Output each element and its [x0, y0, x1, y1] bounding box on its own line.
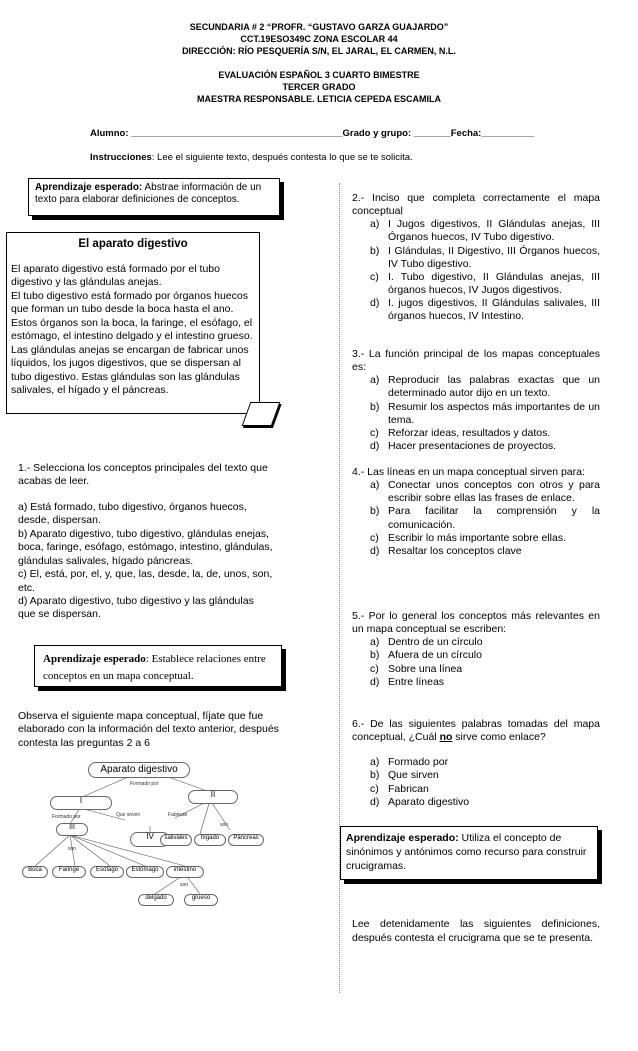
option-text: Afuera de un círculo: [388, 649, 482, 662]
reading-box: [6, 232, 260, 414]
option-text: Reproducir las palabras exactas que un determinado autor dijo en un texto.: [388, 374, 600, 400]
map-node-III: III: [56, 823, 88, 836]
concept-map: [20, 760, 276, 910]
question-3-option-a[interactable]: [370, 374, 600, 400]
map-node-II: II: [188, 790, 238, 804]
option-text: Resumir los aspectos más importantes de un tema.: [388, 400, 600, 426]
question-1-option-c[interactable]: c) El, está, por, el, y, que, las, desde, la, de, unos, son, etc.: [18, 568, 273, 594]
option-text: Fabrican: [388, 782, 429, 795]
school-address: DIRECCIÓN: RÍO PESQUERÍA S/N, EL JARAL, EL CARMEN, N.L.: [182, 46, 456, 56]
option-letter: d): [370, 297, 380, 309]
map-intro: Observa el siguiente mapa conceptual, fíjate que fue elaborado con la información del texto anterior, después contesta las preguntas 2 a 6: [18, 710, 279, 749]
expected-learning-box-1: [28, 178, 280, 216]
option-text: I. jugos digestivos, II Glándulas salivales, III órganos huecos, IV Intestino.: [388, 297, 600, 323]
option-letter: b): [370, 505, 380, 518]
option-text: Conectar unos conceptos con otros y para escribir sobre ellas las frases de enlace.: [388, 479, 600, 505]
question-3-stem: 3.- La función principal de los mapas conceptuales es:: [352, 348, 600, 374]
expected-label: Aprendizaje esperado:: [35, 182, 143, 193]
question-2-option-c[interactable]: [370, 271, 600, 297]
instructions: [90, 152, 413, 164]
question-4-option-a[interactable]: [370, 479, 600, 505]
stem-emphasis: no: [439, 731, 453, 744]
question-5-option-c[interactable]: [370, 663, 600, 676]
reading-text: El aparato digestivo está formado por el tubo digestivo y las glándulas anejas. El tubo digestivo está formado por órganos huecos que forman un tubo desde la boca hasta el ano. Estos órganos son la boca, la faringe, el esófago, el estómago, el intestino delgado y el intestino grueso. Las glándulas anejas se encargan de fabricar unos líquidos, los jugos digestivos, que se dispersan al tubo digestivo. Estas glándulas son las glándulas salivales, el hígado y el páncreas.: [11, 263, 253, 396]
option-text: Entre líneas: [388, 675, 445, 688]
question-5-stem: 5.- Por lo general los conceptos más relevantes en un mapa conceptual se escriben:: [352, 610, 600, 636]
question-2-stem: 2.- Inciso que completa correctamente el mapa conceptual: [352, 192, 600, 218]
stem-part: 6.- De las siguientes palabras tomadas del mapa conceptual, ¿Cuál: [352, 718, 600, 744]
question-2: [352, 192, 600, 323]
option-letter: a): [370, 756, 380, 769]
option-letter: c): [370, 270, 379, 283]
map-link-label: son: [220, 822, 229, 828]
map-node-estomago: Estómago: [126, 866, 164, 878]
option-letter: b): [370, 769, 380, 782]
question-4-stem: 4.- Las líneas en un mapa conceptual sirven para:: [352, 466, 585, 478]
map-node-faringe: Faringe: [52, 866, 86, 878]
question-5: [352, 610, 600, 689]
option-text: Que sirven: [388, 769, 439, 782]
option-letter: c): [370, 662, 379, 675]
map-node-I: I: [50, 796, 112, 810]
instructions-label: Instrucciones: [90, 152, 152, 163]
question-6-option-b[interactable]: [370, 769, 600, 782]
final-instructions: Lee detenidamente las siguientes definiciones, después contesta el crucigrama que se te presenta.: [352, 918, 600, 944]
school-code: CCT.19ESO349C ZONA ESCOLAR 44: [240, 34, 398, 44]
option-text: I Jugos digestivos, II Glándulas anejas, III Órganos huecos, IV Tubo digestivo.: [388, 218, 600, 244]
option-letter: c): [370, 782, 379, 795]
student-info-line: Alumno: ________________________________________Grado y grupo: _______Fecha:__________: [90, 128, 535, 139]
option-text: I. Tubo digestivo, II Glándulas anejas, III órganos huecos, IV Jugos digestivos.: [388, 270, 600, 296]
expected-text: Abstrae información de un texto para elaborar definiciones de conceptos.: [35, 182, 262, 206]
question-1-stem: 1.- Selecciona los conceptos principales del texto que acabas de leer.: [18, 462, 268, 488]
reading-title: El aparato digestivo: [78, 238, 188, 250]
instructions-text: : Lee el siguiente texto, después contesta lo que se te solicita.: [151, 152, 413, 163]
option-letter: a): [370, 636, 380, 649]
stem-part: sirve como enlace?: [452, 731, 546, 744]
option-text: Formado por: [388, 756, 449, 769]
question-6-options: [352, 756, 600, 809]
question-6-option-c[interactable]: [370, 783, 600, 796]
question-6: [352, 718, 600, 809]
option-text: Aparato digestivo: [388, 795, 470, 808]
question-2-options: [352, 218, 600, 323]
question-4: [352, 466, 600, 558]
map-node-esofago: Esófago: [90, 866, 124, 878]
question-1-option-b[interactable]: b) Aparato digestivo, tubo digestivo, glándulas enejas, boca, faringe, esófago, estómago, intestino, glándulas, glándulas salivales, hígado páncreas.: [18, 527, 273, 567]
option-letter: b): [370, 244, 380, 257]
question-5-option-b[interactable]: [370, 649, 600, 662]
question-5-option-d[interactable]: [370, 676, 600, 689]
option-letter: a): [370, 218, 380, 231]
option-text: Sobre una línea: [388, 662, 463, 675]
map-link-label: Fabrican: [168, 812, 188, 818]
question-6-option-d[interactable]: [370, 796, 600, 809]
map-node-delgado: delgado: [138, 894, 174, 906]
question-5-option-a[interactable]: [370, 636, 600, 649]
question-4-option-c[interactable]: [370, 532, 600, 545]
option-letter: a): [370, 479, 380, 492]
expected-text: Utiliza el concepto de sinónimos y antónimos como recurso para construir crucigramas.: [346, 832, 587, 873]
question-1-option-a[interactable]: a) Está formado, tubo digestivo, órganos huecos, desde, dispersan.: [18, 500, 247, 527]
map-node-grueso: grueso: [184, 894, 218, 906]
question-6-stem: [352, 718, 600, 744]
map-link-label: son: [68, 846, 77, 852]
option-text: Hacer presentaciones de proyectos.: [388, 439, 557, 452]
map-root-node: Aparato digestivo: [88, 762, 190, 778]
question-3-option-b[interactable]: [370, 401, 600, 427]
teacher-line: MAESTRA RESPONSABLE. LETICIA CEPEDA ESCAMILA: [196, 94, 441, 104]
option-letter: c): [370, 531, 379, 544]
option-letter: c): [370, 426, 379, 439]
question-1: [18, 462, 274, 622]
map-node-pancreas: Páncreas: [228, 834, 264, 846]
map-link-label: Que sirven: [116, 812, 141, 818]
option-letter: b): [370, 400, 380, 413]
option-text: Reforzar ideas, resultados y datos.: [388, 426, 551, 439]
question-3: [352, 348, 600, 453]
map-node-boca: Boca: [22, 866, 48, 878]
option-text: Dentro de un círculo: [388, 636, 483, 649]
question-2-option-d[interactable]: [370, 297, 600, 323]
question-3-option-c[interactable]: [370, 427, 600, 440]
grade-title: TERCER GRADO: [282, 82, 356, 92]
question-3-options: [352, 374, 600, 453]
question-3-option-d[interactable]: [370, 440, 600, 453]
map-node-higado: hígado: [194, 834, 226, 846]
question-4-option-d[interactable]: [370, 545, 600, 558]
question-4-options: [352, 479, 600, 558]
map-node-IV: IV: [130, 832, 170, 847]
question-2-option-a[interactable]: [370, 218, 600, 244]
option-text: Para facilitar la comprensión y la comunicación.: [388, 505, 600, 531]
option-letter: d): [370, 795, 380, 808]
question-6-option-a[interactable]: [370, 756, 600, 769]
expected-label: Aprendizaje esperado: [43, 653, 146, 665]
map-node-salivales: salivales: [160, 834, 192, 846]
option-letter: d): [370, 675, 380, 688]
question-2-option-b[interactable]: [370, 245, 600, 271]
option-letter: d): [370, 439, 380, 452]
school-name: SECUNDARIA # 2 “PROFR. “GUSTAVO GARZA GUAJARDO”: [189, 22, 449, 32]
map-link-label: Formado por: [130, 781, 159, 787]
expected-text: : Establece relaciones entre conceptos en un mapa conceptual.: [43, 653, 266, 682]
map-link-label: son: [180, 882, 189, 888]
option-text: I Glándulas, II Digestivo, III Órganos huecos, IV Tubo digestivo.: [388, 244, 600, 270]
question-4-option-b[interactable]: [370, 505, 600, 531]
map-link-label: Formado por: [52, 814, 81, 820]
exam-title: EVALUACIÓN ESPAÑOL 3 CUARTO BIMESTRE: [218, 70, 420, 80]
option-letter: a): [370, 374, 380, 387]
map-node-intestino: intestino: [166, 866, 204, 878]
option-text: Escribir lo más importante sobre ellas.: [388, 531, 566, 544]
option-letter: d): [370, 544, 380, 557]
question-5-options: [352, 636, 600, 689]
expected-learning-box-3: [340, 826, 598, 880]
option-text: Resaltar los conceptos clave: [388, 544, 522, 557]
question-1-option-d[interactable]: d) Aparato digestivo, tubo digestivo y las glándulas que se dispersan.: [18, 594, 254, 621]
expected-label: Aprendizaje esperado:: [346, 832, 459, 844]
expected-learning-box-2: [34, 645, 282, 687]
option-letter: b): [370, 649, 380, 662]
